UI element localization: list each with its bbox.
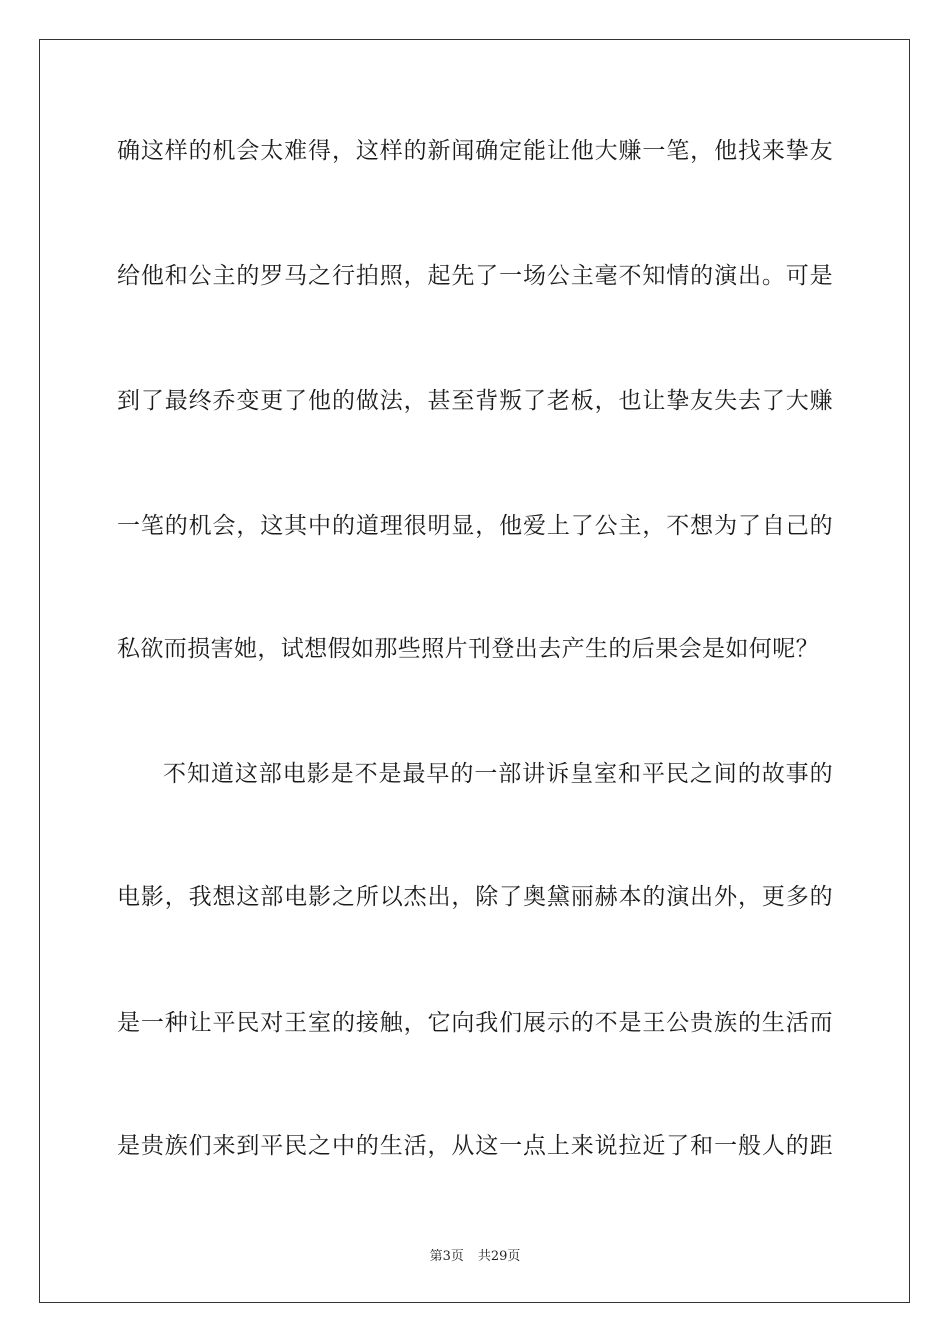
text-line-4: 一笔的机会，这其中的道理很明显，他爱上了公主，不想为了自己的 xyxy=(117,513,833,539)
text-line-9: 是贵族们来到平民之中的生活，从这一点上来说拉近了和一般人的距 xyxy=(117,1133,833,1159)
page-border xyxy=(39,39,910,1303)
total-pages-label: 共29页 xyxy=(477,1249,521,1264)
text-line-6-paragraph-start: 不知道这部电影是不是最早的一部讲诉皇室和平民之间的故事的 xyxy=(163,761,833,787)
text-line-3: 到了最终乔变更了他的做法，甚至背叛了老板，也让挚友失去了大赚 xyxy=(117,388,833,414)
text-line-5: 私欲而损害她，试想假如那些照片刊登出去产生的后果会是如何呢？ xyxy=(117,636,819,662)
text-line-2: 给他和公主的罗马之行拍照，起先了一场公主毫不知情的演出。可是 xyxy=(117,263,833,289)
text-line-7: 电影，我想这部电影之所以杰出，除了奥黛丽赫本的演出外，更多的 xyxy=(117,884,833,910)
current-page-label: 第3页 xyxy=(429,1249,464,1264)
text-line-1: 确这样的机会太难得，这样的新闻确定能让他大赚一笔，他找来挚友 xyxy=(117,138,833,164)
text-line-8: 是一种让平民对王室的接触，它向我们展示的不是王公贵族的生活而 xyxy=(117,1010,833,1036)
page-footer xyxy=(0,1248,950,1266)
